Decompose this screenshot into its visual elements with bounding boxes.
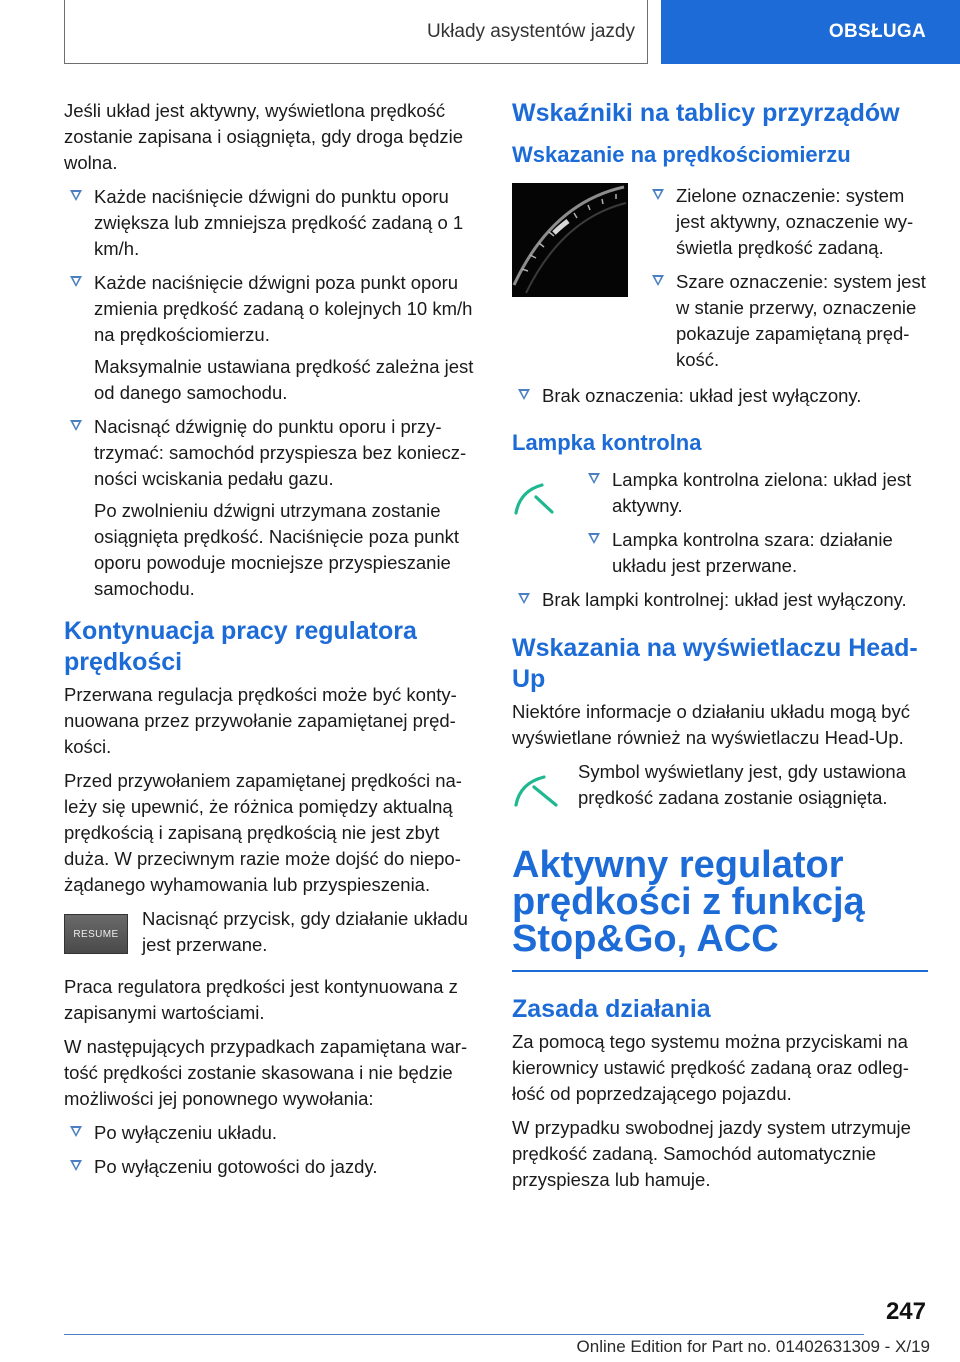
- cruise-indicator-icon: [512, 479, 558, 519]
- list-item-text: Po wyłączeniu gotowości do jazdy.: [94, 1156, 378, 1177]
- continue-paragraph-4: W następujących przypadkach zapamiętana wartość prędkości zostanie skasowana i nie będzie możliwości jej ponownego wywołania:: [64, 1036, 468, 1109]
- hud-paragraph: Niektóre informacje o działaniu układu mogą być wyświetlane również na wyświetlaczu Head-Up.: [512, 701, 910, 748]
- list-item-text: Każde naciśnięcie dźwigni poza punkt oporu zmienia prędkość zadaną o kolejnych 10 km/h na prędkościomierzu.: [94, 272, 473, 345]
- list-item-text: Po wyłączeniu układu.: [94, 1122, 278, 1143]
- continue-paragraph-3: Praca regulatora prędkości jest kontynuowana z zapisanymi wartościami.: [64, 976, 458, 1023]
- list-item: [646, 269, 928, 373]
- continue-paragraph-2: Przed przywołaniem zapamiętanej prędkości należy się upewnić, że różnica pomiędzy aktualną prędkością i zapisaną prędkością nie jest zbyt duża. W przeciwnym razie może dojść do niepożądanego wyhamowania lub przyspieszenia.: [64, 770, 462, 895]
- lamp-row: [512, 467, 928, 587]
- list-item-note: Maksymalnie ustawiana prędkość zależna jest od danego samochodu.: [94, 356, 474, 403]
- speedometer-bullet-list: [646, 183, 928, 381]
- hud-heading: Wskazania na wyświetlaczu Head-Up: [512, 634, 918, 693]
- chapter-tab[interactable]: [661, 0, 960, 64]
- list-item-text: Lampka kontrolna szara: działanie układu jest przerwane.: [612, 529, 893, 576]
- speedometer-heading: Wskazanie na prędkościomierzu: [512, 142, 851, 167]
- list-item-text: Brak oznaczenia: układ jest wyłączony.: [542, 385, 862, 406]
- section-title: Układy asystentów jazdy: [426, 20, 635, 42]
- footer-edition: Online Edition for Part no. 01402631309 - X/19: [576, 1337, 930, 1356]
- lever-bullet-list: [64, 184, 482, 602]
- triangle-bullet-icon: [518, 389, 530, 400]
- left-column: [64, 98, 482, 1188]
- resume-button-label: RESUME: [73, 928, 119, 940]
- running-header: [64, 0, 648, 64]
- list-item-text: Szare oznaczenie: system jest w stanie przerwy, oznaczenie pokazuje zapamiętaną prędkość.: [676, 271, 926, 370]
- lamp-off-list: [512, 587, 928, 613]
- principle-heading: Zasada działania: [512, 995, 711, 1023]
- list-item: [64, 1120, 482, 1146]
- resume-row: [64, 906, 482, 966]
- speedometer-off-list: [512, 383, 928, 409]
- speedometer-image: [512, 183, 628, 297]
- resume-button[interactable]: [64, 914, 128, 954]
- lamp-icon-box: [512, 467, 564, 587]
- resume-text: Nacisnąć przycisk, gdy działanie układu jest przerwane.: [142, 908, 468, 955]
- triangle-bullet-icon: [70, 420, 82, 431]
- continue-paragraph-1: Przerwana regulacja prędkości może być kontynuowana przez przywołanie zapamiętanej prędkości.: [64, 684, 457, 757]
- reset-bullet-list: [64, 1120, 482, 1180]
- triangle-bullet-icon: [70, 276, 82, 287]
- speedometer-row: [512, 183, 928, 381]
- list-item-text: Brak lampki kontrolnej: układ jest wyłączony.: [542, 589, 907, 610]
- triangle-bullet-icon: [588, 533, 600, 544]
- lamp-bullet-list: [582, 467, 928, 587]
- hud-cruise-icon: [512, 771, 562, 811]
- triangle-bullet-icon: [70, 190, 82, 201]
- triangle-bullet-icon: [588, 473, 600, 484]
- lamp-heading: Lampka kontrolna: [512, 430, 702, 455]
- continue-heading: Kontynuacja pracy regulatora prędkości: [64, 617, 417, 676]
- intro-paragraph: Jeśli układ jest aktywny, wyświetlona prędkość zostanie zapisana i osiągnięta, gdy droga będzie wolna.: [64, 100, 464, 173]
- principle-paragraph-1: Za pomocą tego systemu można przyciskami na kierownicy ustawić prędkość zadaną oraz odległość od poprzedzającego pojazdu.: [512, 1031, 909, 1104]
- triangle-bullet-icon: [70, 1160, 82, 1171]
- indicators-heading: Wskaźniki na tablicy przyrządów: [512, 99, 900, 127]
- list-item: [582, 467, 928, 519]
- list-item: [64, 1154, 482, 1180]
- principle-paragraph-2: W przypadku swobodnej jazdy system utrzymuje prędkość zadaną. Samochód automatycznie przyspiesza lub hamuje.: [512, 1117, 911, 1190]
- list-item: [582, 527, 928, 579]
- list-item-text: Lampka kontrolna zielona: układ jest aktywny.: [612, 469, 912, 516]
- chapter-tab-label: OBSŁUGA: [828, 21, 926, 42]
- list-item: [64, 414, 482, 602]
- hud-symbol-text: Symbol wyświetlany jest, gdy ustawiona prędkość zadana zostanie osiągnięta.: [578, 761, 907, 808]
- triangle-bullet-icon: [652, 189, 664, 200]
- section-divider: [512, 970, 928, 972]
- list-item: [64, 270, 482, 406]
- acc-heading: Aktywny regulator prędkości z funkcją Stop&Go, ACC: [512, 844, 865, 960]
- list-item: [512, 587, 928, 613]
- triangle-bullet-icon: [70, 1126, 82, 1137]
- footer-divider: [64, 1334, 864, 1335]
- list-item: [646, 183, 928, 261]
- hud-symbol-row: [512, 759, 928, 819]
- triangle-bullet-icon: [652, 275, 664, 286]
- list-item-text: Każde naciśnięcie dźwigni do punktu oporu zwiększa lub zmniejsza prędkość zadaną o 1 km/h.: [94, 186, 464, 259]
- list-item: [512, 383, 928, 409]
- right-column: [512, 98, 928, 1201]
- page-number: 247: [885, 1298, 926, 1325]
- list-item: [64, 184, 482, 262]
- list-item-text: Zielone oznaczenie: system jest aktywny, oznaczenie wyświetla prędkość zadaną.: [676, 185, 914, 258]
- triangle-bullet-icon: [518, 593, 530, 604]
- list-item-note: Po zwolnieniu dźwigni utrzymana zostanie osiągnięta prędkość. Naciśnięcie poza punkt oporu powoduje mocniejsze przyspieszanie samochodu.: [94, 500, 460, 599]
- list-item-text: Nacisnąć dźwignię do punktu oporu i przytrzymać: samochód przyspiesza bez konieczności wciskania pedału gazu.: [94, 416, 467, 489]
- hud-icon-box: [512, 759, 564, 819]
